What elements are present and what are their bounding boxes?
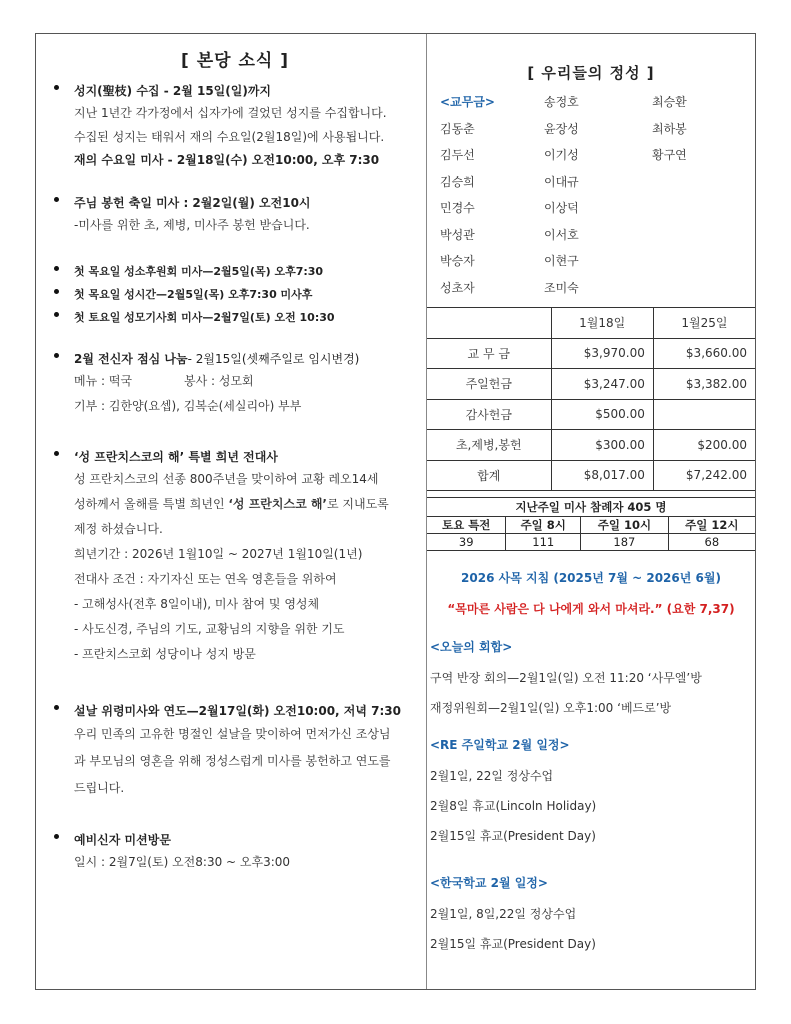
table-cell: 39	[427, 534, 506, 551]
lunch-sharing-section	[54, 349, 426, 419]
re-school-heading: <RE 주일학교 2월 일정>	[430, 738, 570, 752]
text-line: 수집된 성지는 태워서 재의 수요일(2월18일)에 사용됩니다.	[74, 130, 385, 144]
text-line: -미사를 위한 초, 제병, 미사주 봉헌 받습니다.	[74, 218, 310, 232]
parish-news-title: [ 본당 소식 ]	[181, 51, 289, 71]
text-part: 성하께서 올해를 특별 희년인	[74, 497, 229, 511]
donor-cell	[652, 248, 742, 275]
donor-cell: 최하봉	[652, 121, 687, 136]
text-line: 드립니다.	[74, 781, 125, 795]
attendance-block	[427, 497, 755, 551]
donor-cell	[652, 169, 742, 196]
bulletin-page	[35, 33, 756, 990]
donor-cell: 박성관	[440, 227, 475, 242]
table-header-row	[427, 308, 755, 339]
donor-list	[427, 89, 755, 301]
list-item-text: 첫 목요일 성소후원회 미사—2월5일(목) 오후7:30	[74, 265, 324, 278]
table-cell: $300.00	[551, 430, 653, 461]
table-header-cell: 주일 8시	[506, 517, 581, 534]
table-cell: 교 무 금	[427, 338, 551, 369]
text-line	[54, 369, 426, 394]
donor-cell: 이기성	[544, 148, 579, 162]
section-heading: 예비신자 미션방문	[74, 833, 171, 847]
korean-school-heading: <한국학교 2월 일정>	[430, 876, 548, 890]
donor-cell: <교무금>	[440, 95, 495, 109]
bullet-icon	[54, 834, 59, 839]
donor-cell: 이서호	[544, 227, 579, 242]
service-text: 봉사 : 성모회	[184, 374, 254, 388]
table-cell	[653, 399, 755, 430]
schedule-item: 2월8일 휴교(Lincoln Holiday)	[430, 799, 597, 813]
schedule-item: 2월1일, 22일 정상수업	[430, 769, 554, 783]
meeting-item: 구역 반장 회의—2월1일(일) 오전 11:20 ‘사무엘’방	[430, 671, 702, 685]
list-item	[54, 285, 426, 308]
menu-text: 메뉴 : 떡국	[74, 374, 133, 388]
table-row	[427, 460, 755, 491]
donor-cell: 이현구	[544, 254, 579, 268]
palm-collection-section	[54, 81, 426, 173]
text-line: - 프란치스코회 성당이나 성지 방문	[74, 647, 256, 661]
text-line: - 사도신경, 주님의 기도, 교황님의 지향을 위한 기도	[74, 622, 345, 636]
text-line: 재의 수요일 미사 - 2월18일(수) 오전10:00, 오후 7:30	[74, 153, 380, 167]
text-line: 제정 하셨습니다.	[74, 522, 163, 536]
heading-bold: 2월 전신자 점심 나눔	[74, 352, 188, 366]
bullet-icon	[54, 197, 59, 202]
text-line	[54, 492, 426, 517]
table-row	[427, 430, 755, 461]
schedule-item: 2월15일 휴교(President Day)	[430, 829, 596, 843]
donor-cell	[652, 195, 742, 222]
table-cell: $3,382.00	[653, 369, 755, 400]
text-line: 지난 1년간 각가정에서 십자가에 걸었던 성지를 수집합니다.	[74, 106, 387, 120]
table-cell: 68	[668, 534, 755, 551]
schedule-item: 2월1일, 8일,22일 정상수업	[430, 907, 577, 921]
table-header-cell: 토요 특전	[427, 517, 506, 534]
donor-cell: 최승환	[652, 95, 687, 109]
table-row	[427, 534, 755, 551]
list-item	[54, 262, 426, 285]
donor-cell: 송정호	[544, 95, 579, 109]
donor-cell: 윤장성	[544, 121, 579, 136]
text-line: 희년기간 : 2026년 1월10일 ~ 2027년 1월10일(1년)	[74, 547, 363, 561]
meetings-heading: <오늘의 회합>	[430, 640, 513, 654]
donor-cell: 박승자	[440, 254, 475, 268]
list-item-text: 첫 목요일 성시간—2월5일(목) 오후7:30 미사후	[74, 288, 313, 301]
scripture-verse: “목마른 사람은 다 나에게 와서 마셔라.” (요한 7,37)	[447, 602, 735, 616]
table-cell: $200.00	[653, 430, 755, 461]
section-heading: 설날 위령미사와 연도—2월17일(화) 오전10:00, 저녁 7:30	[74, 704, 401, 718]
donor-cell: 조미숙	[544, 280, 579, 295]
donor-cell: 성초자	[440, 280, 475, 295]
schedule-item: 2월15일 휴교(President Day)	[430, 937, 596, 951]
text-bold-part: ‘성 프란치스코 해’	[228, 497, 327, 511]
text-line: 전대사 조건 : 자기자신 또는 연옥 영혼들을 위하여	[74, 572, 337, 586]
table-cell: 초,제병,봉헌	[427, 430, 551, 461]
donor-cell: 김두선	[440, 148, 475, 162]
text-line: - 고해성사(전후 8일이내), 미사 참여 및 영성체	[74, 597, 320, 611]
table-cell: $3,247.00	[551, 369, 653, 400]
donor-cell: 이대규	[544, 174, 579, 189]
donor-cell: 김승희	[440, 174, 475, 189]
catechumen-mission-section	[54, 830, 426, 875]
section-heading: ‘성 프란치스코의 해’ 특별 희년 전대사	[74, 450, 278, 464]
list-item	[54, 308, 426, 331]
donor-cell	[652, 275, 742, 302]
table-cell: $3,970.00	[551, 338, 653, 369]
table-cell: 합계	[427, 460, 551, 491]
text-part: 로 지내도록	[327, 497, 389, 511]
text-line: 과 부모님의 영혼을 위해 정성스럽게 미사를 봉헌하고 연도를	[74, 754, 391, 768]
donor-cell: 황구연	[652, 148, 687, 162]
table-cell: 주일헌금	[427, 369, 551, 400]
first-week-masses	[54, 262, 426, 331]
table-row	[427, 369, 755, 400]
table-header-cell: 1월18일	[551, 308, 653, 339]
section-heading	[54, 349, 426, 369]
bullet-icon	[54, 289, 59, 294]
offering-table	[427, 307, 755, 491]
table-header-cell: 1월25일	[653, 308, 755, 339]
bullet-icon	[54, 353, 59, 358]
donor-cell: 민경수	[440, 201, 475, 215]
bullet-icon	[54, 266, 59, 271]
parish-news-column	[36, 34, 427, 989]
section-heading: 성지(聖枝) 수집 - 2월 15일(일)까지	[74, 84, 272, 98]
table-header-cell: 주일 12시	[668, 517, 755, 534]
bullet-icon	[54, 705, 59, 710]
jubilee-indulgence-section	[54, 447, 426, 667]
section-heading: 주님 봉헌 축일 미사 : 2월2일(월) 오전10시	[74, 196, 311, 210]
table-header-row	[427, 517, 755, 534]
table-cell: 111	[506, 534, 581, 551]
bullet-icon	[54, 451, 59, 456]
meeting-item: 재정위원회—2월1일(일) 오후1:00 ‘베드로’방	[430, 701, 672, 715]
text-line: 기부 : 김한양(요셉), 김복순(세실리아) 부부	[74, 399, 302, 413]
text-line: 일시 : 2월7일(토) 오전8:30 ~ 오후3:00	[74, 855, 291, 869]
text-line: 성 프란치스코의 선종 800주년을 맞이하여 교황 레오14세	[74, 472, 379, 486]
list-item-text: 첫 토요일 성모기사회 미사—2월7일(토) 오전 10:30	[74, 311, 335, 324]
heading-rest: - 2월15일(셋째주일로 임시변경)	[187, 352, 360, 366]
table-row	[427, 338, 755, 369]
table-cell: 감사헌금	[427, 399, 551, 430]
table-header-cell	[427, 308, 551, 339]
donor-cell: 이상덕	[544, 201, 579, 215]
table-cell: $500.00	[551, 399, 653, 430]
offerings-title: [ 우리들의 정성 ]	[527, 64, 655, 82]
lunar-new-year-mass-section	[54, 701, 426, 802]
attendance-table	[427, 516, 755, 551]
attendance-title: 지난주일 미사 참례자 405 명	[515, 500, 667, 514]
donor-cell	[652, 222, 742, 249]
table-cell: 187	[581, 534, 669, 551]
table-cell: $3,660.00	[653, 338, 755, 369]
presentation-feast-section	[54, 193, 426, 238]
pastoral-guideline: 2026 사목 지침 (2025년 7월 ~ 2026년 6월)	[461, 571, 721, 585]
donor-cell: 김동춘	[440, 121, 475, 136]
table-row	[427, 399, 755, 430]
table-cell: $8,017.00	[551, 460, 653, 491]
bullet-icon	[54, 85, 59, 90]
offerings-column	[427, 34, 755, 989]
bullet-icon	[54, 312, 59, 317]
text-line: 우리 민족의 고유한 명절인 설날을 맞이하여 먼저가신 조상님	[74, 727, 391, 741]
table-header-cell: 주일 10시	[581, 517, 669, 534]
table-cell: $7,242.00	[653, 460, 755, 491]
